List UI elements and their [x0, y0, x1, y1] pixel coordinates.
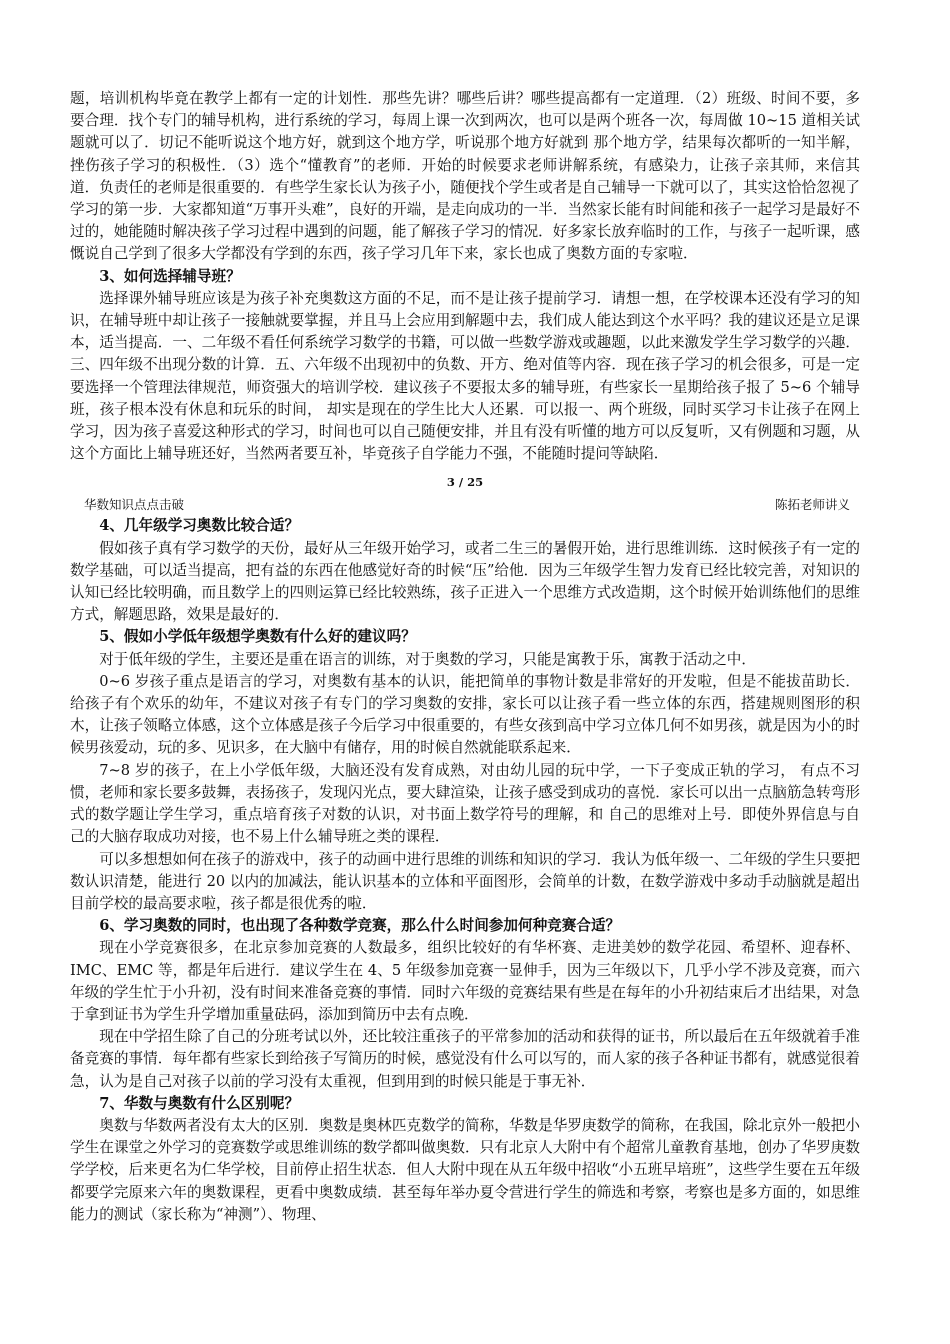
paragraph-6b: 现在中学招生除了自己的分班考试以外，还比较注重孩子的平常参加的活动和获得的证书，所以最后在五年级就着手准备竞赛的事情．每年都有些家长到给孩子写简历的时候，感觉没有什么可以写的，而人家的孩子各种证书都有，就感觉很着急，认为是自己对孩子以前的学习没有太重视，但到用到的时候只能是于事无补． [70, 1028, 860, 1090]
heading-7: 7、华数与奥数有什么区别呢？ [99, 1094, 300, 1112]
paragraph-4: 假如孩子真有学习数学的天份，最好从三年级开始学习，或者二生三的暑假开始，进行思维训练．这时候孩子有一定的数学基础，可以适当提高，把有益的东西在他感觉好奇的时候“压”给他．因为三年级学生智力发育已经比较完善，对知识的认知已经比较明确，而且数学上的四则运算已经比较熟练，孩子正进入一个思维方式改造期，这个时候开始训练他们的思维方式，解题思路，效果是最好的． [70, 539, 860, 624]
heading-4: 4、几年级学习奥数比较合适？ [99, 517, 300, 535]
heading-5: 5、假如小学低年级想学奥数有什么好的建议吗？ [99, 628, 416, 646]
heading-3: 3、如何选择辅导班？ [99, 267, 241, 285]
paragraph-6a: 现在小学竞赛很多，在北京参加竞赛的人数最多，组织比较好的有华杯赛、走进美妙的数学花园、希望杯、迎春杯、IMC、EMC 等，都是年后进行．建议学生在 4、5 年级参加竞赛一显伸手，因为三年级以下，几乎小学不涉及竞赛，而六年级的学生忙于小升初，没有时间来准备竞赛的事情．同时六年级的竞赛结果有些是在每年的小升初结束后才出结果，对急于拿到证书为学生升学增加重量砝码，添加到简历中去有点晚． [70, 939, 860, 1023]
document-page [70, 88, 860, 1226]
paragraph-7: 奥数与华数两者没有太大的区别．奥数是奥林匹克数学的简称，华数是华罗庚数学的简称，在我国，除北京外一般把小学生在课堂之外学习的竞赛数学或思维训练的数学都叫做奥数．只有北京人大附中有个超常儿童教育基地，创办了华罗庚数学学校，后来更名为仁华学校，目前停止招生状态．但人大附中现在从五年级中招收“小五班早培班”，这些学生要在五年级都要学完原来六年的奥数课程，更看中奥数成绩．甚至每年举办夏令营进行学生的筛选和考察，考察也是多方面的，如思维能力的测试（家长称为“神测”）、物理、 [70, 1116, 860, 1223]
page-number: 3 / 25 [446, 475, 484, 490]
header-left: 华数知识点点击破 [84, 497, 185, 513]
paragraph-intro: 题，培训机构毕竟在教学上都有一定的计划性．那些先讲？哪些后讲？哪些提高都有一定道理．（2）班级、时间不要，多要合理．找个专门的辅导机构，进行系统的学习，每周上课一次到两次，也可以是两个班各一次，每周做 10~15 道相关试题就可以了．切记不能听说这个地方好，就到这个地方学，听说那个地方好就到 那个地方学，结果每次都听的一知半解，挫伤孩子学习的积极性．（3）选个“懂教育”的老师．开始的时候要求老师讲解系统，有感染力，让孩子亲其师，来信其道．负责任的老师是很重要的．有些学生家长认为孩子小，随便找个学生或者是自己辅导一下就可以了，其实这恰恰忽视了学习的第一步．大家都知道“万事开头难”，良好的开端，是走向成功的一半．当然家长能有时间能和孩子一起学习是最好不过的，她能随时解决孩子学习过程中遇到的问题，能了解孩子学习的情况．好多家长放弃临时的工作，与孩子一起听课，感慨说自己学到了很多大学都没有学到的东西，孩子学习几年下来，家长也成了奥数方面的专家啦． [70, 90, 860, 263]
header-right: 陈拓老师讲义 [774, 497, 850, 513]
paragraph-5b: 0~6 岁孩子重点是语言的学习，对奥数有基本的认识，能把简单的事物计数是非常好的开发啦，但是不能拔苗助长．给孩子有个欢乐的幼年，不建议对孩子有专门的学习奥数的安排，家长可以让孩子看一些立体的东西，搭建规则图形的积木，让孩子领略立体感，这个立体感是孩子今后学习中很重要的，有些女孩到高中学习立体几何不如男孩，就是因为小的时候男孩爱动，玩的多、见识多，在大脑中有储存，用的时候自然就能联系起来． [70, 672, 860, 757]
running-header [70, 495, 860, 515]
paragraph-3: 选择课外辅导班应该是为孩子补充奥数这方面的不足，而不是让孩子提前学习．请想一想，在学校课本还没有学习的知识，在辅导班中却让孩子一接触就要掌握，并且马上会应用到解题中去，我们成人能达到这个水平吗？我的建议还是立足课本，适当提高．一、二年级不看任何系统学习数学的书籍，可以做一些数学游戏或趣题，以此来激发学生学习数学的兴趣．三、四年级不出现分数的计算．五、六年级不出现初中的负数、开方、绝对值等内容．现在孩子学习的机会很多，可是一定要选择一个管理法律规范，师资强大的培训学校．建议孩子不要报太多的辅导班，有些家长一星期给孩子报了 5~6 个辅导班，孩子根本没有休息和玩乐的时间， 却实是现在的学生比大人还累．可以报一、两个班级，同时买学习卡让孩子在网上学习，因为孩子喜爱这种形式的学习，时间也可以自己随便安排，并且有没有听懂的地方可以反复听，又有例题和习题，从这个方面比上辅导班还好，当然两者要互补，毕竟孩子自学能力不强，不能随时提问等缺陷． [70, 289, 860, 463]
heading-6: 6、学习奥数的同时，也出现了各种数学竞赛，那么什么时间参加何种竞赛合适？ [99, 917, 621, 935]
paragraph-5c: 7~8 岁的孩子，在上小学低年级，大脑还没有发育成熟，对由幼儿园的玩中学，一下子变成正轨的学习， 有点不习惯，老师和家长要多鼓舞，表扬孩子，发现闪光点，要大肆渲染，让孩子感受到成功的喜悦．家长可以出一点脑筋急转弯形式的数学题让学生学习，重点培育孩子对数的认识，对书面上数学符号的理解，和 自己的思维对上号．即使外界信息与自己的大脑存取成功对接，也不易上什么辅导班之类的课程． [70, 761, 860, 846]
paragraph-5a: 对于低年级的学生，主要还是重在语言的训练，对于奥数的学习，只能是寓教于乐，寓教于活动之中． [99, 650, 756, 668]
paragraph-5d: 可以多想想如何在孩子的游戏中，孩子的动画中进行思维的训练和知识的学习．我认为低年级一、二年级的学生只要把数认识清楚，能进行 20 以内的加减法，能认识基本的立体和平面图形，会简单的计数，在数学游戏中多动手动脑就是超出目前学校的最高要求啦，孩子都是很优秀的啦． [70, 850, 860, 912]
